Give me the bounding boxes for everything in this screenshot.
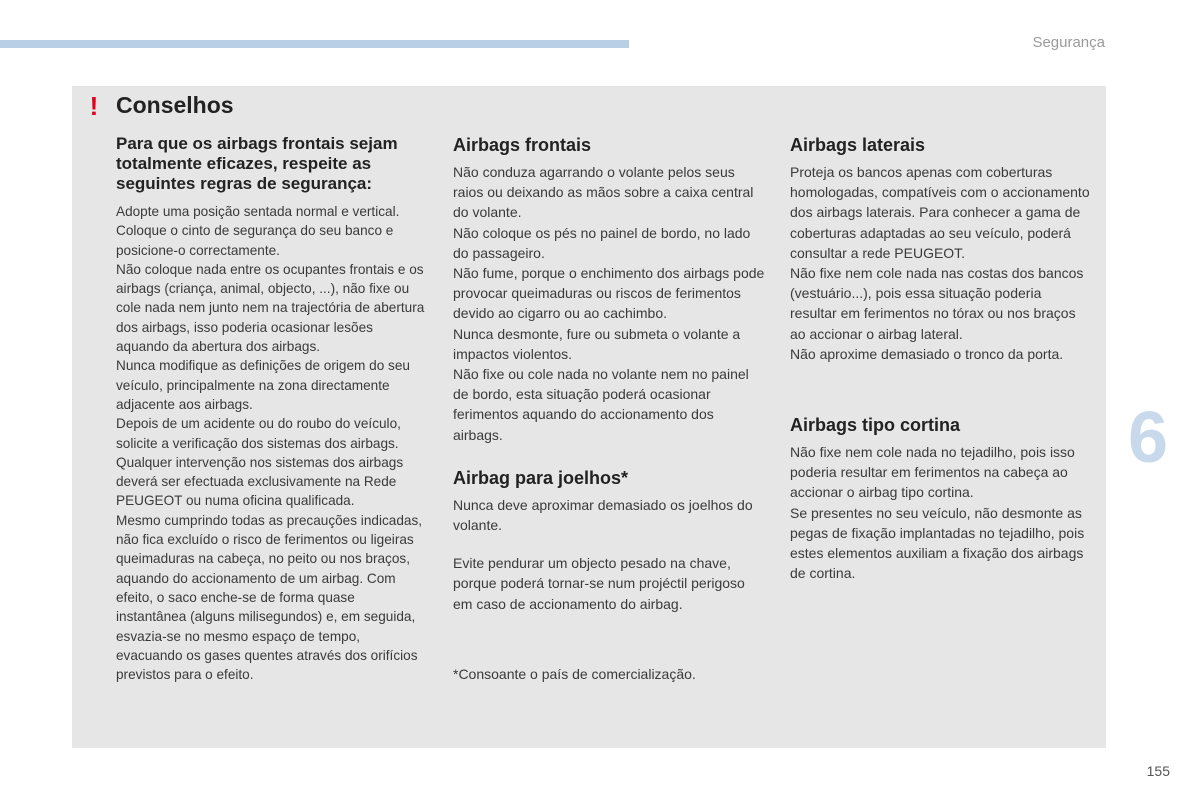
knee-airbag-heading: Airbag para joelhos* xyxy=(453,467,629,488)
frontal-airbags-heading: Airbags frontais xyxy=(453,135,592,155)
section-label: Segurança xyxy=(1032,34,1105,51)
intro-heading: Para que os airbags frontais sejam totalmente eficazes, respeite as seguintes regras de segurança: xyxy=(116,134,398,193)
right-column xyxy=(790,134,1090,583)
paragraph: Não coloque os pés no painel de bordo, no lado do passageiro. xyxy=(453,224,751,261)
footnote: *Consoante o país de comercialização. xyxy=(453,665,696,682)
paragraph: Não aproxime demasiado o tronco da porta. xyxy=(790,345,1064,362)
left-column xyxy=(116,134,428,684)
advice-panel xyxy=(72,86,1106,748)
page-number: 155 xyxy=(1146,763,1170,779)
header-accent-bar xyxy=(0,40,629,48)
paragraph: Nunca modifique as definições de origem do seu veículo, principalmente na zona directamente adjacente aos airbags. xyxy=(116,358,410,412)
paragraph: Não fume, porque o enchimento dos airbags pode provocar queimaduras ou riscos de ferimentos devido ao cigarro ou ao cachimbo. xyxy=(453,265,765,322)
paragraph: Não fixe ou cole nada no volante nem no painel de bordo, esta situação poderá ocasionar ferimentos aquando do accionamento dos airbags. xyxy=(453,366,749,443)
panel-title: Conselhos xyxy=(116,92,234,118)
paragraph: Nunca deve aproximar demasiado os joelhos do volante. xyxy=(453,496,753,534)
paragraph: Mesmo cumprindo todas as precauções indicadas, não fica excluído o risco de ferimentos ou ligeiras queimaduras na cabeça, no peito ou nos braços, aquando do accionamento de um airbag. Com efeito, o saco enche-se de forma quase instantânea (alguns milisegundos) e, em seguida, esvazia-se no mesmo espaço de tempo, evacuando os gases quentes através dos orifícios previstos para o efeito. xyxy=(116,512,423,683)
curtain-airbags-heading: Airbags tipo cortina xyxy=(790,415,961,436)
middle-column xyxy=(453,134,765,684)
lateral-airbags-heading: Airbags laterais xyxy=(790,135,926,155)
paragraph: Não fixe nem cole nada no tejadilho, pois isso poderia resultar em ferimentos na cabeça ao accionar o airbag tipo cortina. xyxy=(790,444,1075,501)
panel-header xyxy=(86,92,234,119)
paragraph: Qualquer intervenção nos sistemas dos airbags deverá ser efectuada exclusivamente na Rede PEUGEOT ou numa oficina qualificada. xyxy=(116,454,404,509)
paragraph: Não fixe nem cole nada nas costas dos bancos (vestuário...), pois essa situação poderia resultar em ferimentos no tórax ou nos braços ao accionar o airbag lateral. xyxy=(790,265,1084,342)
paragraph: Não conduza agarrando o volante pelos seus raios ou deixando as mãos sobre a caixa central do volante. xyxy=(453,164,754,221)
paragraph: Não coloque nada entre os ocupantes frontais e os airbags (criança, animal, objecto, ...), não fixe ou cole nada nem junto nem na trajectória de abertura dos airbags, isso poderia ocasionar lesões aquando da abertura dos airbags. xyxy=(116,261,425,355)
warning-icon: ! xyxy=(89,90,99,121)
paragraph: Evite pendurar um objecto pesado na chave, porque poderá tornar-se num projéctil perigoso em caso de accionamento do airbag. xyxy=(453,555,745,612)
chapter-number: 6 xyxy=(1128,398,1169,478)
paragraph: Nunca desmonte, fure ou submeta o volante a impactos violentos. xyxy=(453,325,741,362)
paragraph: Proteja os bancos apenas com coberturas homologadas, compatíveis com o accionamento dos airbags laterais. Para conhecer a gama de coberturas adaptadas ao seu veículo, poderá consultar a rede PEUGEOT. xyxy=(790,164,1090,261)
paragraph: Depois de um acidente ou do roubo do veículo, solicite a verificação dos sistemas dos airbags. xyxy=(116,416,401,451)
paragraph: Coloque o cinto de segurança do seu banco e posicione-o correctamente. xyxy=(116,223,394,258)
paragraph: Adopte uma posição sentada normal e vertical. xyxy=(116,204,400,219)
paragraph: Se presentes no seu veículo, não desmonte as pegas de fixação implantadas no tejadilho, pois estes elementos auxiliam a fixação dos airbags de cortina. xyxy=(790,504,1085,582)
